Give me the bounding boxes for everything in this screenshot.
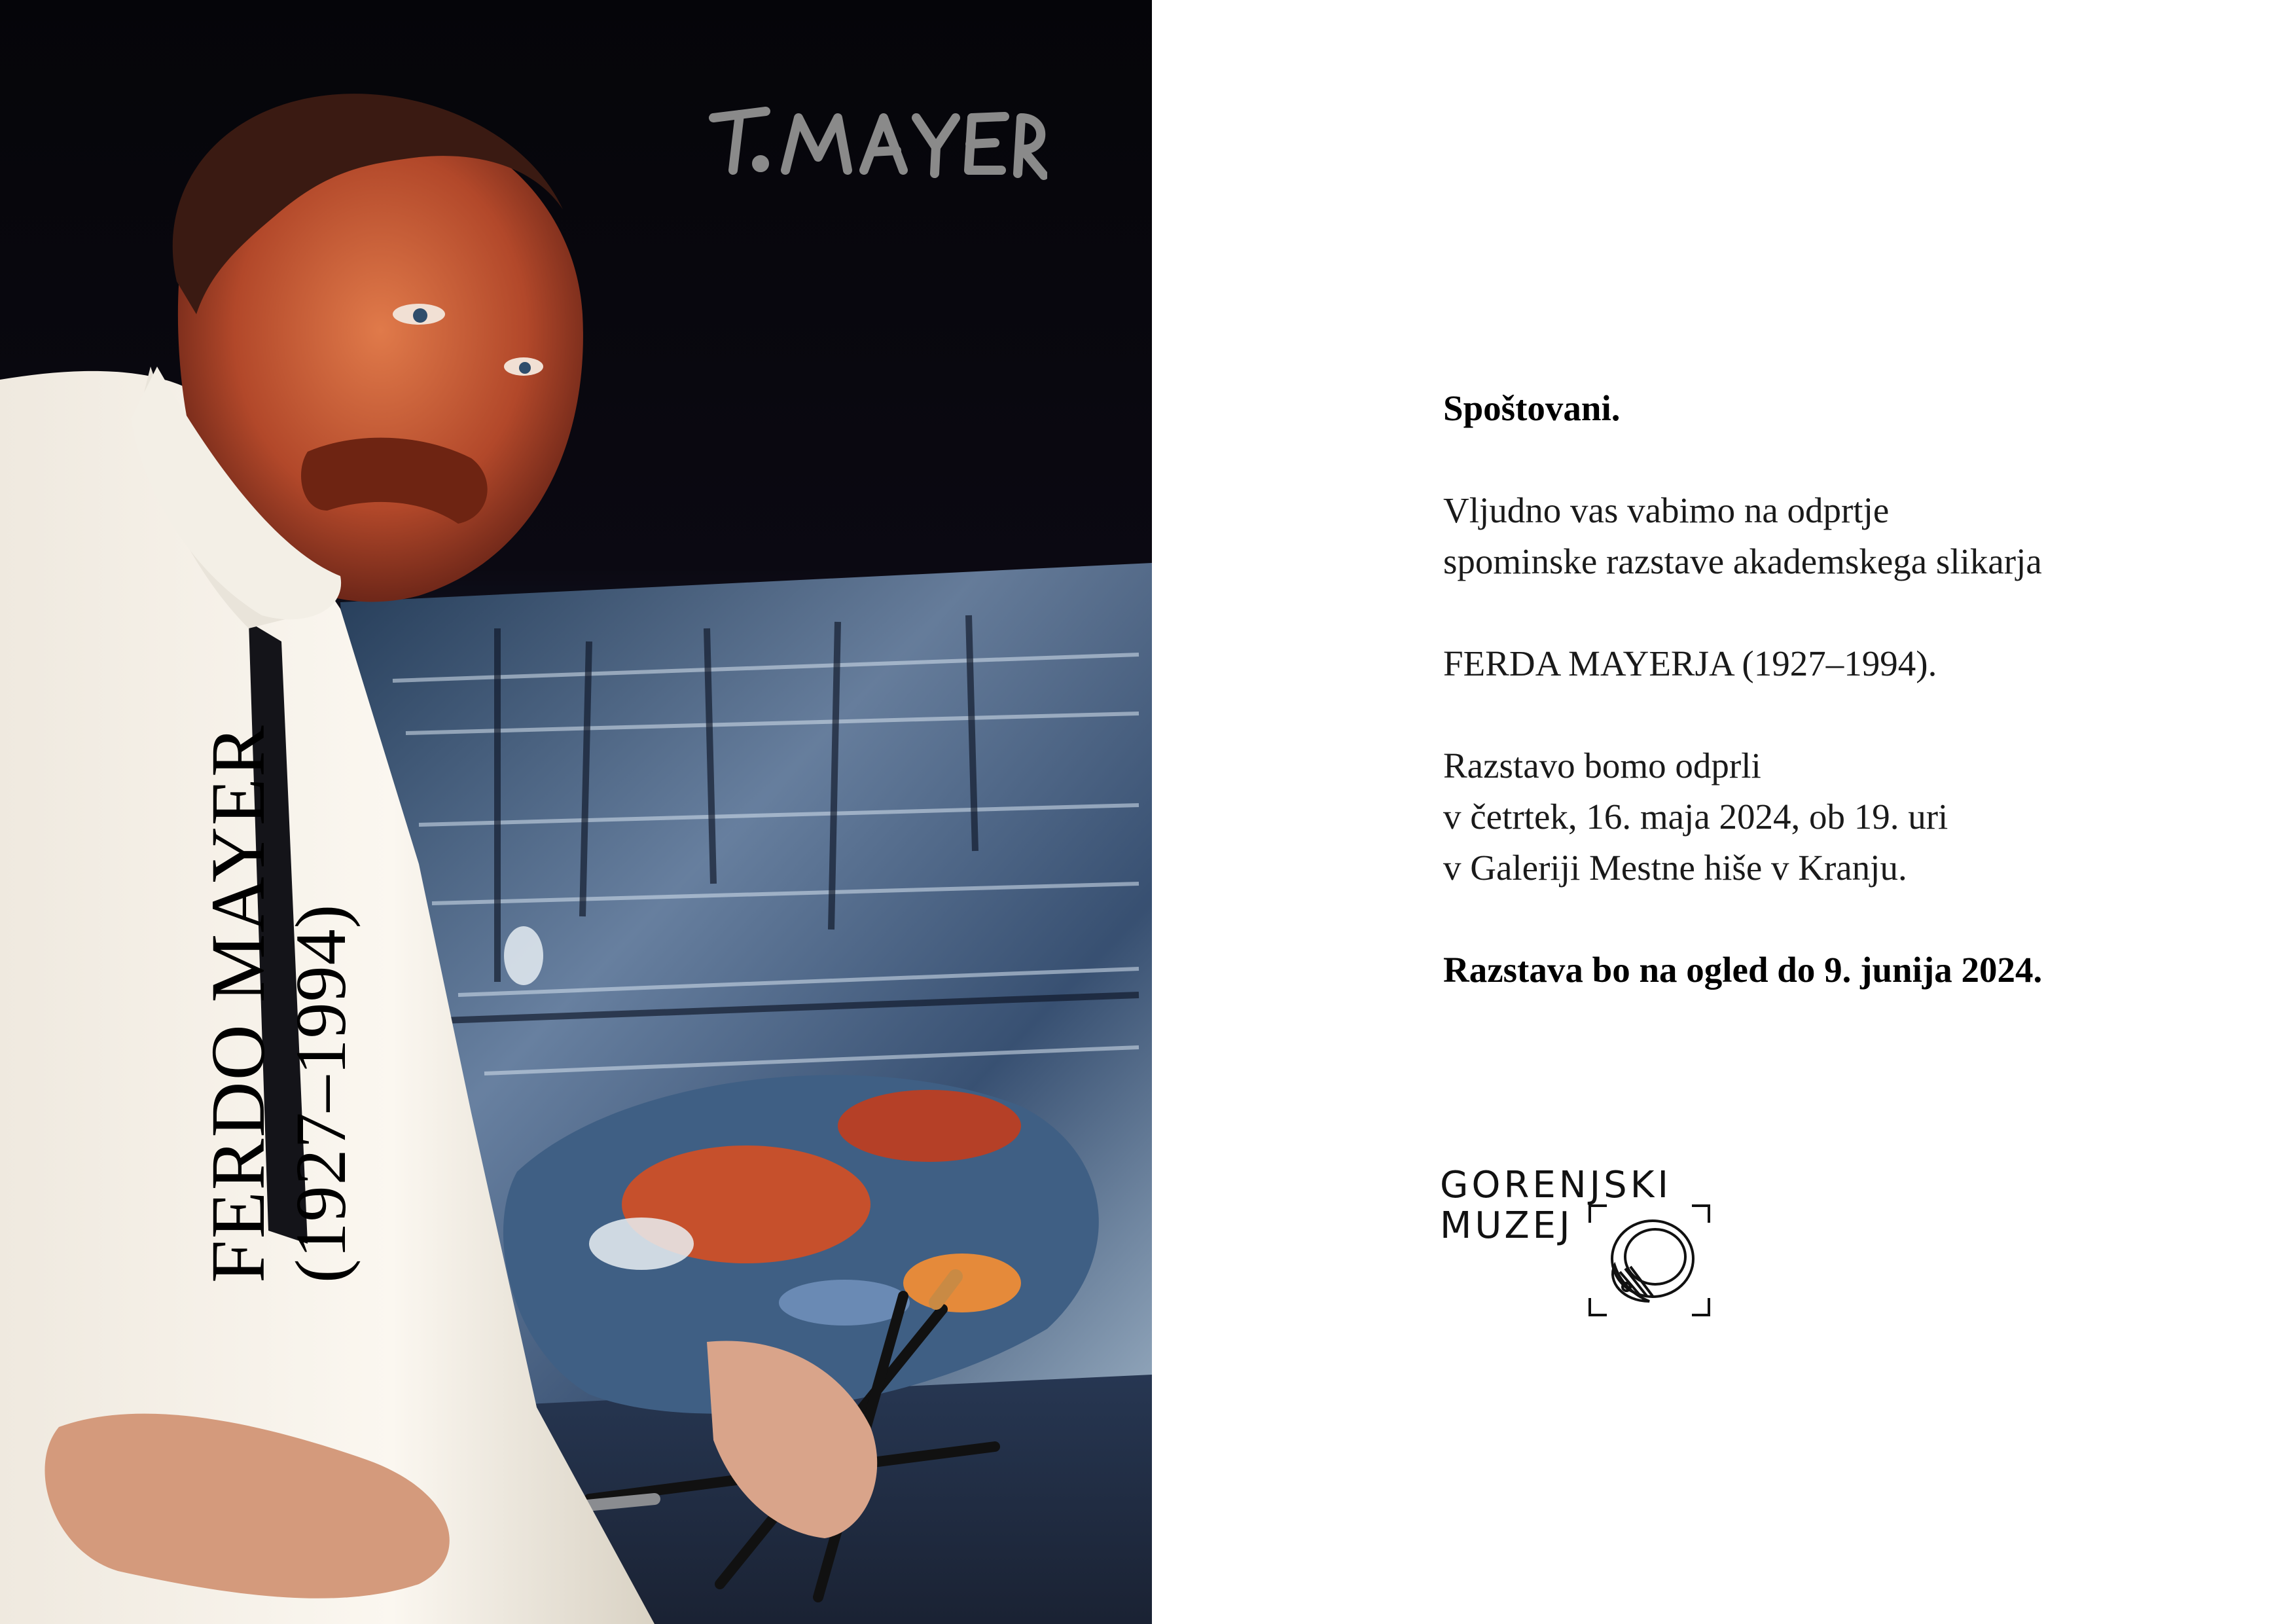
opening-line-1: Razstavo bomo odprli: [1443, 746, 1761, 785]
ornamental-ring-icon: [1587, 1203, 1712, 1318]
cover-artist-years: (1927–1994): [281, 903, 361, 1283]
opening-line-3: v Galeriji Mestne hiše v Kranju.: [1443, 848, 1907, 888]
logo-line-1: GORENJSKI: [1440, 1164, 1672, 1206]
greeting: Spoštovani.: [1443, 388, 1621, 428]
cover-title: [196, 724, 361, 1283]
cover-artist-name: FERDO MAYER: [195, 724, 281, 1283]
artist-name-line: FERDA MAYERJA (1927–1994).: [1443, 643, 1937, 683]
signature-logo: [707, 98, 1047, 190]
logo-line-2: MUZEJ: [1440, 1204, 1573, 1247]
invitation-letter: [1443, 383, 2196, 996]
invite-line-1: Vljudno vas vabimo na odprtje: [1443, 490, 1890, 530]
invite-line-2: spominske razstave akademskega slikarja: [1443, 541, 2042, 581]
opening-line-2: v četrtek, 16. maja 2024, ob 19. uri: [1443, 797, 1948, 837]
museum-logo: [1440, 1165, 1715, 1316]
closing-date: Razstava bo na ogled do 9. junija 2024.: [1443, 950, 2043, 990]
